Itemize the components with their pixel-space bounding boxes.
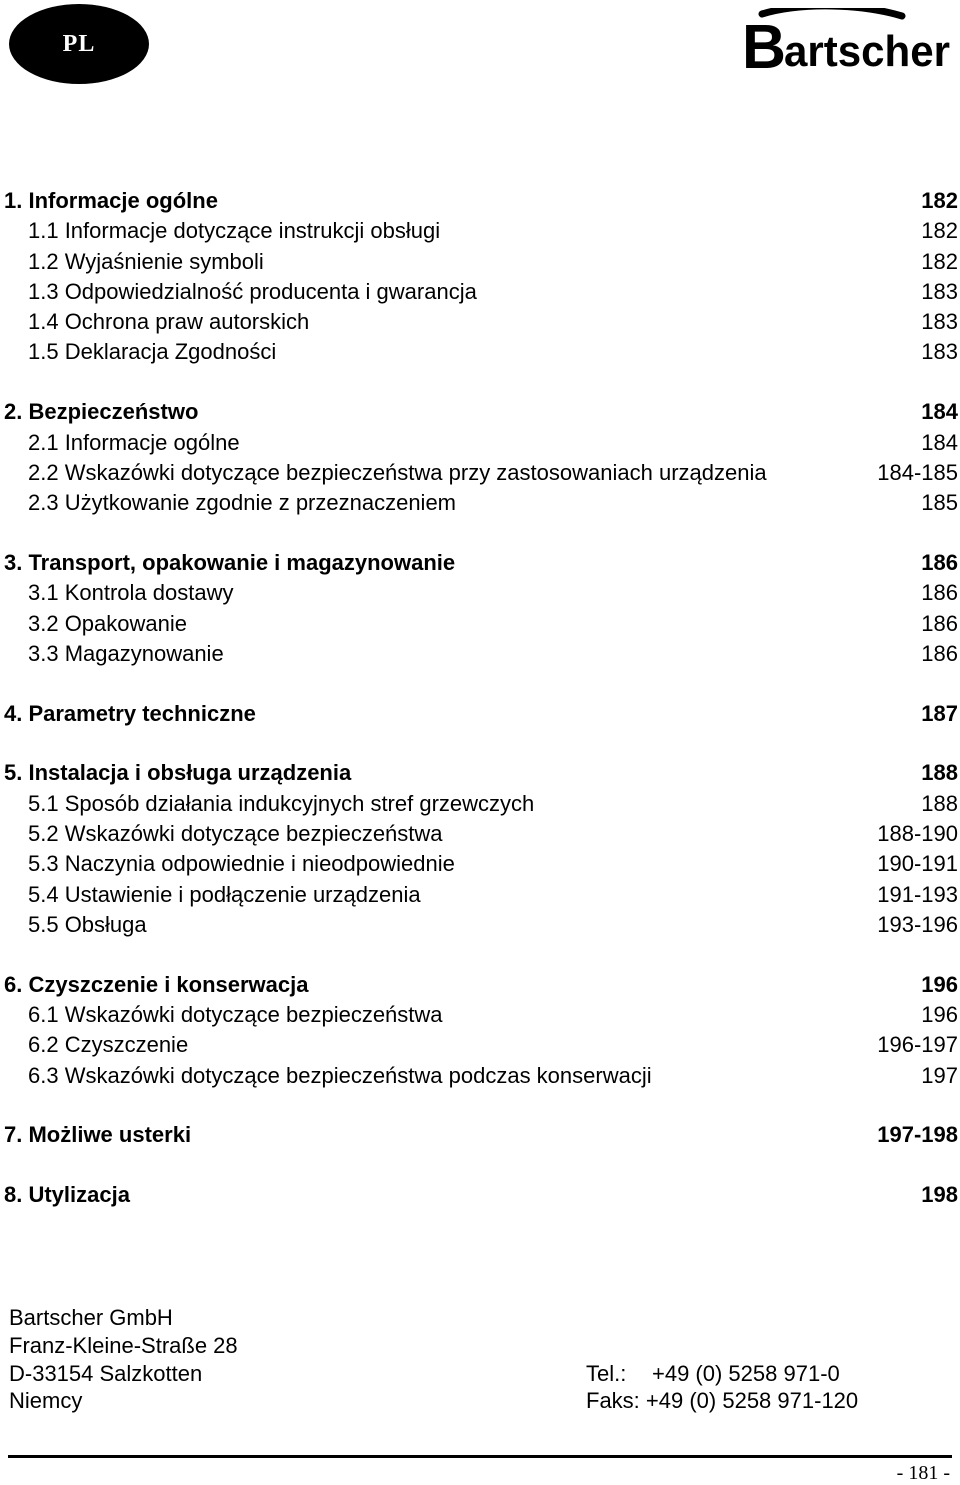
svg-text:B: B	[742, 13, 786, 74]
address-line: Bartscher GmbH	[9, 1305, 173, 1330]
toc-section	[0, 970, 960, 1091]
address-line: D-33154 Salzkotten	[9, 1360, 203, 1386]
toc-entry-title: 2.3 Użytkowanie zgodnie z przeznaczeniem	[28, 490, 457, 516]
toc-entry[interactable]	[0, 277, 960, 307]
toc-chapter-title: 1. Informacje ogólne	[4, 188, 218, 213]
toc-chapter-page: 184	[921, 399, 958, 425]
toc-entry[interactable]	[0, 247, 960, 277]
toc-entry[interactable]	[0, 910, 960, 940]
toc-entry[interactable]	[0, 819, 960, 849]
toc-chapter-page: 188	[921, 760, 958, 786]
toc-entry-title: 5.3 Naczynia odpowiednie i nieodpowiednie	[28, 851, 455, 877]
toc-entry-title: 6.2 Czyszczenie	[28, 1032, 189, 1058]
bartscher-logo	[742, 8, 952, 74]
toc-entry-title: 3.2 Opakowanie	[28, 610, 187, 636]
toc-entry[interactable]	[0, 1000, 960, 1030]
fax-number: +49 (0) 5258 971-120	[645, 1388, 859, 1414]
toc-entry-page: 188-190	[877, 821, 958, 847]
toc-chapter[interactable]	[0, 397, 960, 427]
toc-section	[0, 397, 960, 518]
toc-entry-page: 184	[921, 429, 958, 455]
toc-entry-title: 2.1 Informacje ogólne	[28, 429, 240, 455]
toc-entry[interactable]	[0, 789, 960, 819]
toc-entry[interactable]	[0, 488, 960, 518]
toc-entry-title: 2.2 Wskazówki dotyczące bezpieczeństwa przy zastosowaniach urządzenia	[28, 459, 767, 485]
toc-chapter-page: 196	[921, 971, 958, 997]
toc-chapter-title: 3. Transport, opakowanie i magazynowanie	[4, 549, 456, 575]
page-number: - 181 -	[896, 1462, 950, 1484]
toc-chapter[interactable]	[0, 1120, 960, 1150]
toc-entry[interactable]	[0, 458, 960, 488]
fax-label: Faks:	[586, 1388, 640, 1414]
toc-entry-page: 190-191	[877, 851, 958, 877]
toc-entry-page: 183	[921, 339, 958, 365]
toc-chapter[interactable]	[0, 970, 960, 1000]
toc-chapter-page: 186	[921, 549, 958, 575]
toc-entry-page: 186	[921, 640, 958, 666]
toc-entry-page: 186	[921, 610, 958, 636]
toc-chapter[interactable]	[0, 699, 960, 729]
toc-chapter-page: 198	[921, 1182, 958, 1208]
toc-entry[interactable]	[0, 849, 960, 879]
toc-chapter[interactable]	[0, 186, 960, 216]
toc-chapter-page: 187	[921, 700, 958, 726]
toc-entry-page: 185	[921, 490, 958, 516]
toc-entry-title: 3.3 Magazynowanie	[28, 640, 224, 666]
toc-entry-page: 184-185	[877, 459, 958, 485]
toc-entry[interactable]	[0, 880, 960, 910]
toc-chapter-title: 8. Utylizacja	[4, 1182, 130, 1208]
toc-entry-title: 1.2 Wyjaśnienie symboli	[28, 248, 264, 274]
toc-chapter[interactable]	[0, 548, 960, 578]
company-contact	[586, 1360, 858, 1416]
toc-chapter-title: 6. Czyszczenie i konserwacja	[4, 971, 309, 997]
toc-entry-page: 186	[921, 580, 958, 606]
toc-entry[interactable]	[0, 578, 960, 608]
toc-chapter[interactable]	[0, 1180, 960, 1210]
toc-entry-title: 1.4 Ochrona praw autorskich	[28, 309, 310, 335]
toc-entry-title: 5.5 Obsługa	[28, 911, 147, 937]
toc-entry-page: 182	[921, 218, 958, 244]
toc-entry[interactable]	[0, 609, 960, 639]
phone-number: +49 (0) 5258 971-0	[652, 1360, 840, 1386]
toc-entry-page: 182	[921, 248, 958, 274]
toc-entry-title: 5.1 Sposób działania indukcyjnych stref grzewczych	[28, 790, 535, 816]
toc-chapter-title: 5. Instalacja i obsługa urządzenia	[4, 760, 352, 786]
fax-line	[586, 1387, 858, 1415]
phone-line	[586, 1360, 858, 1388]
toc-entry[interactable]	[0, 216, 960, 246]
toc-entry-title: 3.1 Kontrola dostawy	[28, 580, 234, 606]
toc-entry-title: 1.5 Deklaracja Zgodności	[28, 339, 277, 365]
company-address	[9, 1304, 238, 1415]
toc-entry[interactable]	[0, 1030, 960, 1060]
toc-entry[interactable]	[0, 337, 960, 367]
toc-entry-title: 5.2 Wskazówki dotyczące bezpieczeństwa	[28, 821, 443, 847]
toc-entry[interactable]	[0, 1061, 960, 1091]
toc-entry[interactable]	[0, 639, 960, 669]
footer-rule	[8, 1455, 952, 1458]
toc-entry-title: 1.1 Informacje dotyczące instrukcji obsługi	[28, 218, 441, 244]
address-line: Niemcy	[9, 1388, 83, 1414]
svg-text:artscher: artscher	[784, 27, 950, 74]
toc-section	[0, 758, 960, 940]
toc-entry-page: 197	[921, 1062, 958, 1088]
toc-entry-page: 188	[921, 790, 958, 816]
toc-entry-page: 183	[921, 309, 958, 335]
toc-entry[interactable]	[0, 428, 960, 458]
toc-entry-page: 196-197	[877, 1032, 958, 1058]
toc-section	[0, 699, 960, 729]
toc-entry-title: 6.3 Wskazówki dotyczące bezpieczeństwa podczas konserwacji	[28, 1062, 652, 1088]
language-badge-label: PL	[62, 30, 96, 57]
toc-chapter-title: 7. Możliwe usterki	[4, 1122, 192, 1148]
table-of-contents	[0, 186, 960, 1240]
toc-section	[0, 186, 960, 368]
toc-entry-page: 183	[921, 278, 958, 304]
toc-section	[0, 1120, 960, 1150]
toc-entry-title: 6.1 Wskazówki dotyczące bezpieczeństwa	[28, 1002, 443, 1028]
toc-entry-page: 191-193	[877, 881, 958, 907]
toc-chapter-title: 4. Parametry techniczne	[4, 700, 256, 726]
toc-section	[0, 548, 960, 669]
toc-chapter[interactable]	[0, 758, 960, 788]
toc-chapter-page: 197-198	[877, 1122, 958, 1148]
toc-chapter-page: 182	[921, 188, 958, 213]
toc-chapter-title: 2. Bezpieczeństwo	[4, 399, 199, 425]
language-badge	[9, 4, 149, 84]
address-line: Franz-Kleine-Straße 28	[9, 1332, 238, 1358]
toc-entry-title: 5.4 Ustawienie i podłączenie urządzenia	[28, 881, 421, 907]
toc-entry-page: 193-196	[877, 911, 958, 937]
toc-entry[interactable]	[0, 307, 960, 337]
phone-label: Tel.:	[586, 1360, 627, 1386]
toc-entry-title: 1.3 Odpowiedzialność producenta i gwarancja	[28, 278, 477, 304]
toc-section	[0, 1180, 960, 1210]
toc-entry-page: 196	[921, 1002, 958, 1028]
